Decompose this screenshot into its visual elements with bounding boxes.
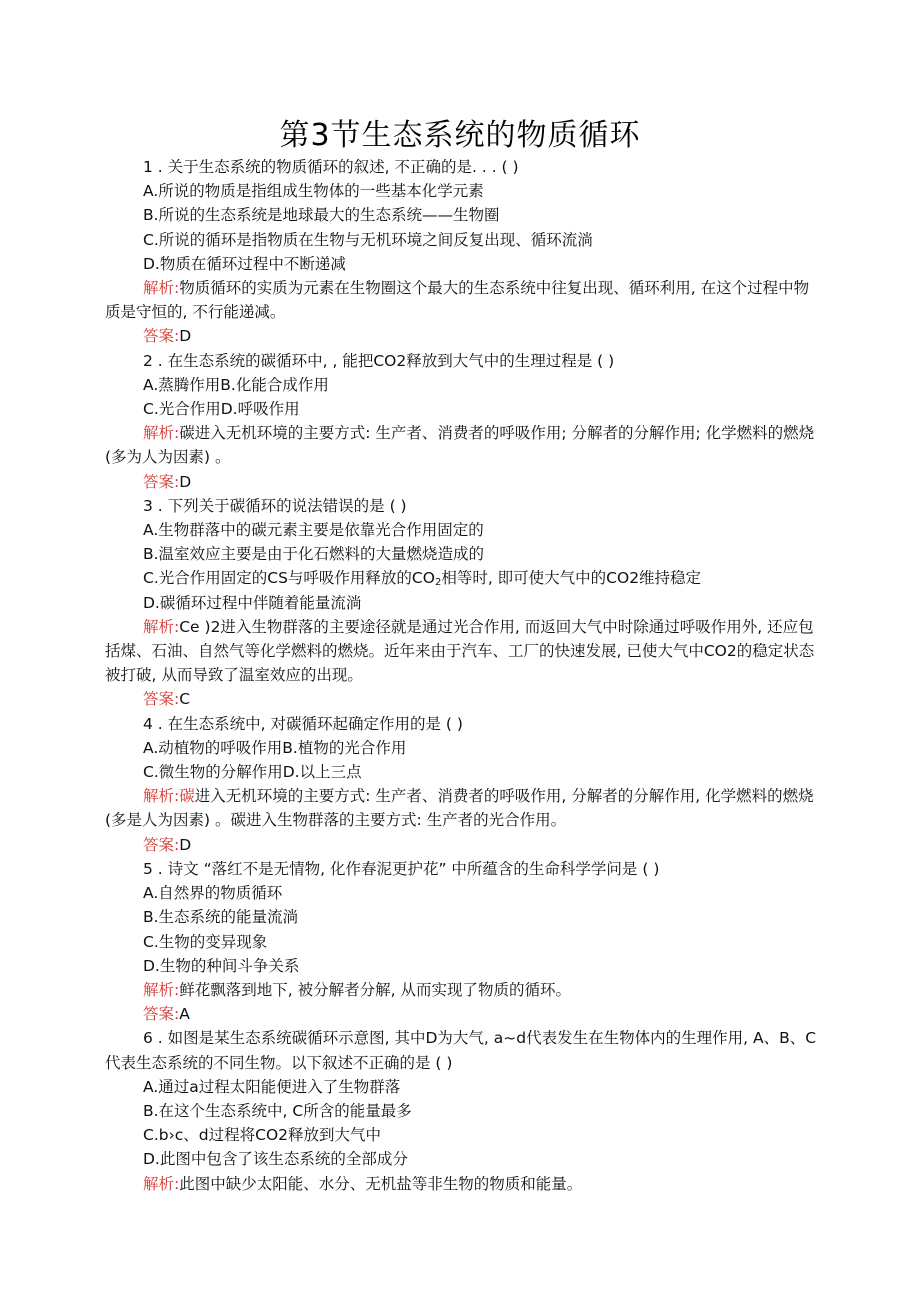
question-3-stem: 3 . 下列关于碳循环的说法错误的是 ( ) [143, 496, 407, 515]
answer-value: D [179, 472, 192, 491]
question-1-analysis [105, 276, 817, 324]
question-5-option-a: A.自然界的物质循环 [143, 884, 283, 903]
question-1-stem: 1 . 关于生态系统的物质循环的叙述, 不正确的是. . . ( ) [143, 158, 519, 176]
question-6-option-c: C.b›c、d过程将CO2释放到大气中 [143, 1126, 382, 1145]
question-2-answer [105, 470, 817, 494]
question-5-analysis [105, 978, 817, 1002]
question-6-option-d: D.此图中包含了该生态系统的全部成分 [143, 1150, 408, 1169]
question-1-option-b: B.所说的生态系统是地球最大的生态系统——生物圈 [143, 206, 500, 225]
analysis-text: 此图中缺少太阳能、水分、无机盐等非生物的物质和能量。 [179, 1174, 583, 1193]
analysis-text: 进入无机环境的主要方式: 生产者、消费者的呼吸作用, 分解者的分解作用, 化学燃料的燃烧 (多是人为因素) 。碳进入生物群落的主要方式: 生产者的光合作用。 [105, 787, 814, 830]
question-3-option-b: B.温室效应主要是由于化石燃料的大量燃烧造成的 [143, 545, 485, 564]
analysis-text: 碳进入无机环境的主要方式: 生产者、消费者的呼吸作用; 分解者的分解作用; 化学燃料的燃烧 (多为人为因素) 。 [105, 424, 815, 467]
question-1-answer [105, 324, 817, 348]
question-3-answer [105, 687, 817, 711]
option-c-part-2: 相等时, 即可使大气中的CO2维持稳定 [441, 569, 702, 588]
analysis-text: 物质循环的实质为元素在生物圈这个最大的生态系统中往复出现、循环利用, 在这个过程中物质是守恒的, 不行能递减。 [105, 279, 810, 322]
page-title: 第3节生态系统的物质循环 [279, 118, 641, 153]
question-4-analysis [105, 784, 817, 832]
question-4-stem: 4 . 在生态系统中, 对碳循环起确定作用的是 ( ) [143, 714, 463, 733]
answer-label: 答案: [143, 472, 180, 491]
question-3-option-a: A.生物群落中的碳元素主要是依靠光合作用固定的 [143, 521, 484, 540]
question-6-option-a: A.通过a过程太阳能便进入了生物群落 [143, 1077, 401, 1096]
question-5-answer [105, 1002, 817, 1026]
answer-label: 答案: [143, 690, 180, 709]
question-2-options-cd: C.光合作用D.呼吸作用 [143, 400, 300, 419]
question-4-answer [105, 833, 817, 857]
question-1-option-a: A.所说的物质是指组成生物体的一些基本化学元素 [143, 182, 484, 201]
answer-label: 答案: [143, 1005, 180, 1024]
question-6-option-b: B.在这个生态系统中, C所含的能量最多 [143, 1101, 412, 1120]
answer-value: D [179, 835, 192, 854]
question-2-options-ab: A.蒸腾作用B.化能合成作用 [143, 375, 329, 394]
question-3-option-c [105, 566, 817, 590]
question-2-analysis [105, 421, 817, 469]
question-1-option-c: C.所说的循环是指物质在生物与无机环境之间反复出现、循环流淌 [143, 230, 593, 249]
question-6-stem: 6 . 如图是某生态系统碳循环示意图, 其中D为大气, a~d代表发生在生物体内的生理作用, A、B、C代表生态系统的不同生物。以下叙述不正确的是 ( ) [105, 1029, 817, 1072]
question-6-analysis [105, 1172, 817, 1196]
analysis-label: 解析: [143, 424, 180, 443]
analysis-label: 解析: [143, 980, 180, 999]
question-5-stem: 5 . 诗文 “落红不是无情物, 化作春泥更护花” 中所蕴含的生命科学学问是 ( ) [143, 859, 660, 878]
question-5-option-d: D.生物的种间斗争关系 [143, 956, 300, 975]
answer-label: 答案: [143, 327, 180, 346]
question-1-option-d: D.物质在循环过程中不断递减 [143, 254, 346, 273]
answer-label: 答案: [143, 835, 180, 854]
question-2-stem: 2 . 在生态系统的碳循环中, , 能把CO2释放到大气中的生理过程是 ( ) [143, 351, 615, 370]
analysis-label: 解析: [143, 617, 180, 636]
analysis-text: Ce )2进入生物群落的主要途径就是通过光合作用, 而返回大气中时除通过呼吸作用外, 还应包括煤、石油、自然气等化学燃料的燃烧。近年来由于汽车、工厂的快速发展, 已使大气中CO2的稳定状态被打破, 从而导致了温室效应的出现。 [105, 617, 815, 685]
answer-value: C [179, 690, 191, 709]
option-c-subscript: 2 [434, 577, 442, 589]
question-3-option-d: D.碳循环过程中伴随着能量流淌 [143, 593, 362, 612]
analysis-label: 解析:碳 [143, 787, 195, 806]
answer-value: D [179, 327, 192, 346]
option-c-part-1: C.光合作用固定的CS与呼吸作用释放的CO [143, 569, 435, 588]
document-body [105, 155, 817, 1196]
question-4-options-cd: C.微生物的分解作用D.以上三点 [143, 763, 362, 782]
answer-value: A [179, 1005, 190, 1024]
question-3-analysis [105, 615, 817, 688]
analysis-text: 鲜花飘落到地下, 被分解者分解, 从而实现了物质的循环。 [179, 980, 571, 999]
question-5-option-b: B.生态系统的能量流淌 [143, 908, 299, 927]
question-4-options-ab: A.动植物的呼吸作用B.植物的光合作用 [143, 738, 407, 757]
analysis-label: 解析: [143, 279, 180, 298]
question-5-option-c: C.生物的变异现象 [143, 932, 268, 951]
analysis-label: 解析: [143, 1174, 180, 1193]
